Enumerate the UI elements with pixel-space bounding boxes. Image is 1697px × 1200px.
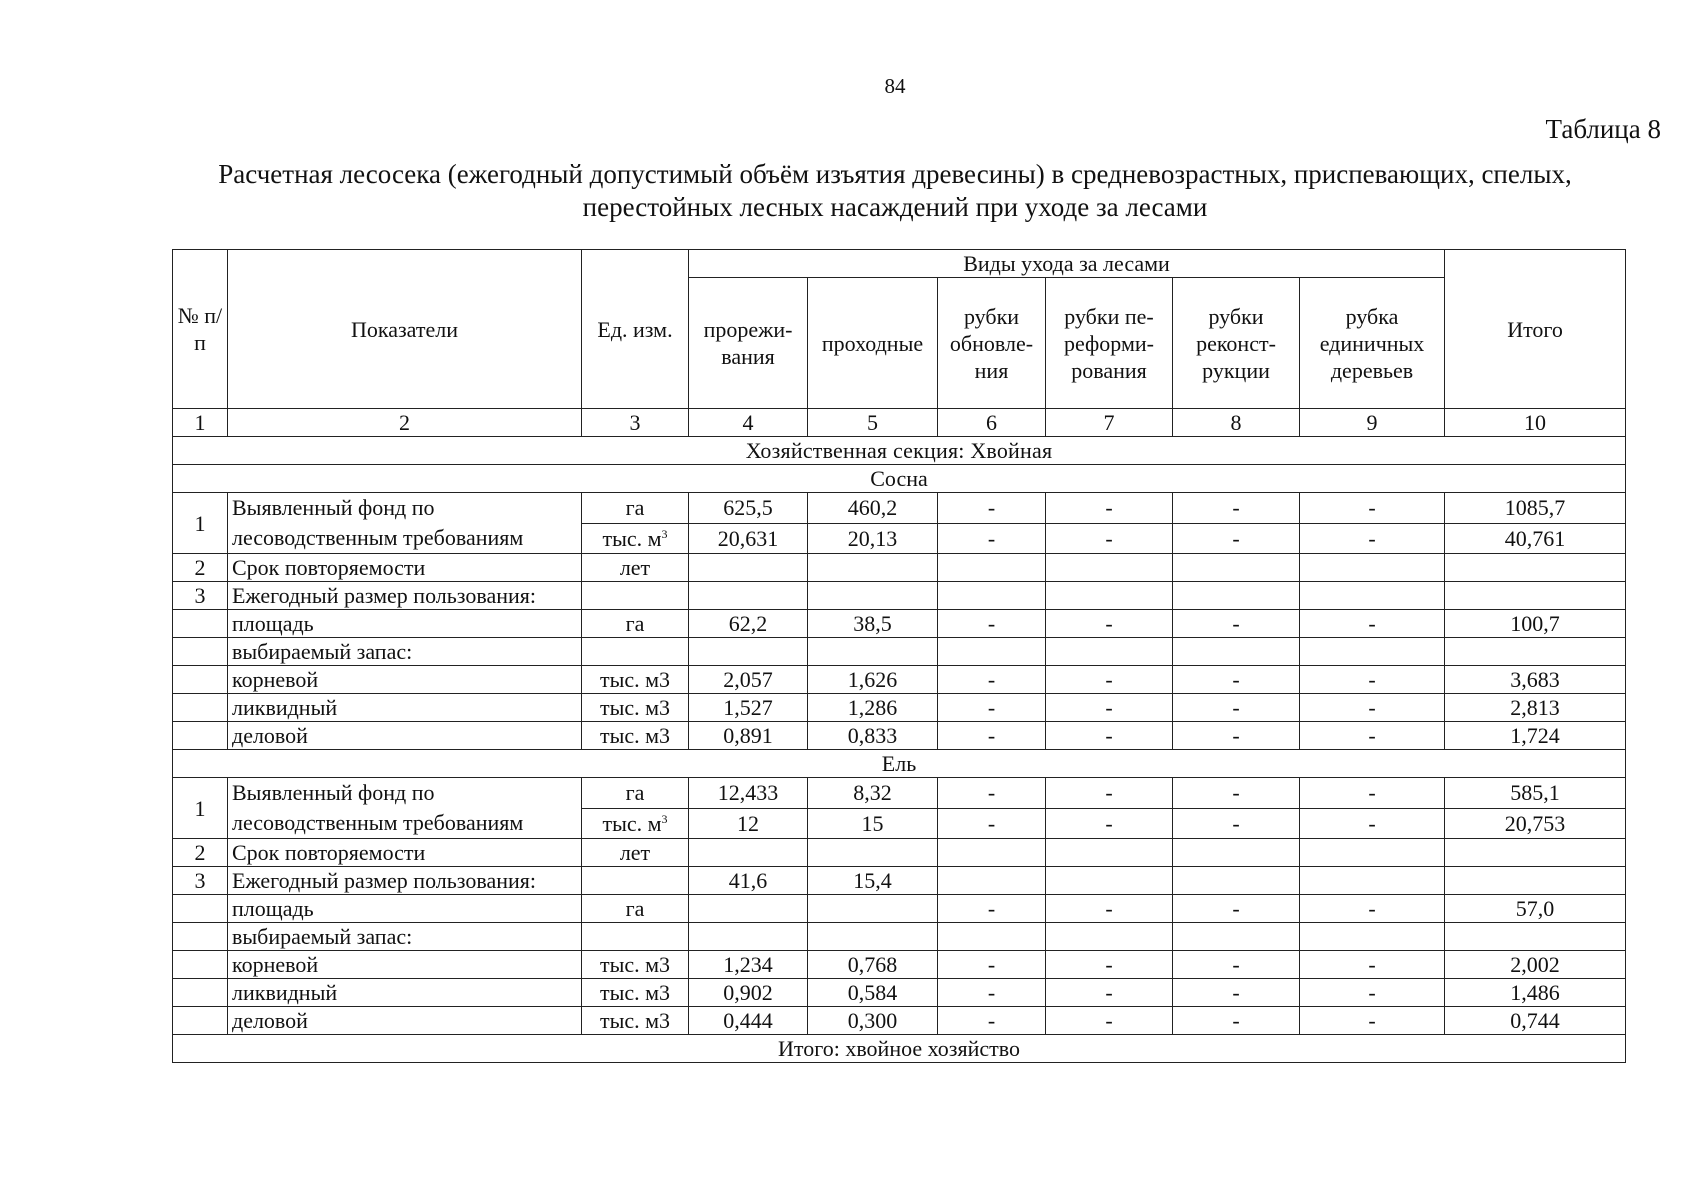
indicator-stock: выбираемый запас: [228, 923, 582, 951]
dash-cell: - [1300, 979, 1445, 1007]
dash-cell: - [1300, 778, 1445, 809]
dash-cell: - [938, 694, 1046, 722]
value-cell: 0,891 [689, 722, 808, 750]
table-row [173, 638, 1626, 666]
value-cell: 1,286 [808, 694, 938, 722]
dash-cell: - [1300, 694, 1445, 722]
col-number: 6 [938, 409, 1046, 437]
section-row [173, 437, 1626, 465]
species-row-pine [173, 465, 1626, 493]
header-reforming: рубки пе-реформи-рования [1046, 278, 1173, 409]
indicator-liquid: ликвидный [228, 694, 582, 722]
table-row [173, 493, 1626, 524]
section-title: Хозяйственная секция: Хвойная [173, 437, 1626, 465]
value-cell: 20,13 [808, 523, 938, 554]
dash-cell: - [1173, 523, 1300, 554]
value-cell: 1,234 [689, 951, 808, 979]
table-row [173, 1007, 1626, 1035]
dash-cell: - [1173, 1007, 1300, 1035]
dash-cell: - [1173, 610, 1300, 638]
row-num: 3 [173, 867, 228, 895]
dash-cell: - [1300, 493, 1445, 524]
indicator-fund: Выявленный фонд по лесоводственным требованиям [228, 778, 582, 839]
indicator-business: деловой [228, 722, 582, 750]
header-row-1 [173, 250, 1626, 278]
unit-cell: га [582, 493, 689, 524]
dash-cell: - [1173, 808, 1300, 839]
header-indicators: Показатели [228, 250, 582, 409]
value-cell: 460,2 [808, 493, 938, 524]
dash-cell: - [1300, 951, 1445, 979]
dash-cell: - [1173, 493, 1300, 524]
value-cell: 20,631 [689, 523, 808, 554]
dash-cell: - [1300, 895, 1445, 923]
table-row [173, 979, 1626, 1007]
table-row [173, 951, 1626, 979]
footer-total: Итого: хвойное хозяйство [173, 1035, 1626, 1063]
value-cell: 38,5 [808, 610, 938, 638]
col-number: 1 [173, 409, 228, 437]
dash-cell: - [938, 808, 1046, 839]
value-cell: 0,300 [808, 1007, 938, 1035]
col-number: 3 [582, 409, 689, 437]
footer-row [173, 1035, 1626, 1063]
felling-table [172, 249, 1626, 1063]
dash-cell: - [938, 666, 1046, 694]
row-num: 2 [173, 554, 228, 582]
row-num: 3 [173, 582, 228, 610]
total-cell: 1085,7 [1445, 493, 1626, 524]
indicator-period: Срок повторяемости [228, 554, 582, 582]
unit-cell: лет [582, 839, 689, 867]
dash-cell: - [1046, 895, 1173, 923]
indicator-fund: Выявленный фонд по лесоводственным требованиям [228, 493, 582, 554]
col-number: 7 [1046, 409, 1173, 437]
dash-cell: - [1173, 694, 1300, 722]
dash-cell: - [1173, 722, 1300, 750]
table-row [173, 722, 1626, 750]
indicator-root: корневой [228, 666, 582, 694]
dash-cell: - [1173, 895, 1300, 923]
value-cell: 8,32 [808, 778, 938, 809]
header-care-types: Виды ухода за лесами [689, 250, 1445, 278]
dash-cell: - [1300, 722, 1445, 750]
dash-cell: - [938, 951, 1046, 979]
species-row-spruce [173, 750, 1626, 778]
dash-cell: - [938, 979, 1046, 1007]
unit-cell: тыс. м3 [582, 722, 689, 750]
row-num: 1 [173, 778, 228, 839]
unit-cell [582, 808, 689, 839]
dash-cell: - [1046, 808, 1173, 839]
header-renewal: рубки обновле-ния [938, 278, 1046, 409]
indicator-root: корневой [228, 951, 582, 979]
unit-cell: лет [582, 554, 689, 582]
table-row [173, 839, 1626, 867]
col-number: 10 [1445, 409, 1626, 437]
indicator-annual: Ежегодный размер пользования: [228, 867, 582, 895]
total-cell: 1,724 [1445, 722, 1626, 750]
unit-cell: тыс. м3 [582, 979, 689, 1007]
dash-cell: - [1046, 666, 1173, 694]
table-row [173, 923, 1626, 951]
total-cell: 2,813 [1445, 694, 1626, 722]
indicator-area: площадь [228, 895, 582, 923]
table-title: Расчетная лесосека (ежегодный допустимый объём изъятия древесины) в средневозрастных, приспевающих, спелых, перестойных лесных насаждений при уходе за лесами [218, 159, 1572, 222]
dash-cell: - [1300, 523, 1445, 554]
indicator-business: деловой [228, 1007, 582, 1035]
value-cell: 1,527 [689, 694, 808, 722]
total-cell: 3,683 [1445, 666, 1626, 694]
dash-cell: - [938, 523, 1046, 554]
dash-cell: - [1046, 694, 1173, 722]
value-cell: 0,902 [689, 979, 808, 1007]
value-cell: 12,433 [689, 778, 808, 809]
row-num: 2 [173, 839, 228, 867]
col-number: 2 [228, 409, 582, 437]
col-number: 4 [689, 409, 808, 437]
dash-cell: - [1173, 951, 1300, 979]
total-cell: 585,1 [1445, 778, 1626, 809]
total-cell: 0,744 [1445, 1007, 1626, 1035]
row-num: 1 [173, 493, 228, 554]
unit-text: тыс. м [602, 525, 662, 551]
header-single-trees: рубка единичных деревьев [1300, 278, 1445, 409]
value-cell: 0,444 [689, 1007, 808, 1035]
table-row [173, 582, 1626, 610]
page-number: 84 [884, 74, 906, 98]
dash-cell: - [1046, 778, 1173, 809]
unit-superscript: 3 [661, 526, 668, 541]
total-cell: 1,486 [1445, 979, 1626, 1007]
value-cell: 15,4 [808, 867, 938, 895]
value-cell: 0,584 [808, 979, 938, 1007]
table-row [173, 554, 1626, 582]
value-cell: 62,2 [689, 610, 808, 638]
table-row [173, 694, 1626, 722]
value-cell: 12 [689, 808, 808, 839]
table-row [173, 610, 1626, 638]
unit-cell: тыс. м3 [582, 694, 689, 722]
col-number: 5 [808, 409, 938, 437]
total-cell: 20,753 [1445, 808, 1626, 839]
species-pine: Сосна [173, 465, 1626, 493]
dash-cell: - [938, 610, 1046, 638]
value-cell: 0,833 [808, 722, 938, 750]
unit-cell: тыс. м3 [582, 1007, 689, 1035]
indicator-area: площадь [228, 610, 582, 638]
total-cell: 100,7 [1445, 610, 1626, 638]
unit-cell: га [582, 610, 689, 638]
unit-cell: тыс. м3 [582, 666, 689, 694]
indicator-annual: Ежегодный размер пользования: [228, 582, 582, 610]
value-cell: 625,5 [689, 493, 808, 524]
dash-cell: - [1046, 722, 1173, 750]
value-cell: 2,057 [689, 666, 808, 694]
table-row [173, 867, 1626, 895]
dash-cell: - [1300, 808, 1445, 839]
unit-cell [582, 523, 689, 554]
dash-cell: - [1300, 666, 1445, 694]
dash-cell: - [1300, 1007, 1445, 1035]
dash-cell: - [1046, 523, 1173, 554]
value-cell: 41,6 [689, 867, 808, 895]
unit-cell: тыс. м3 [582, 951, 689, 979]
species-spruce: Ель [173, 750, 1626, 778]
total-cell: 40,761 [1445, 523, 1626, 554]
unit-superscript: 3 [661, 811, 668, 826]
total-cell: 2,002 [1445, 951, 1626, 979]
table-row [173, 895, 1626, 923]
col-number: 9 [1300, 409, 1445, 437]
dash-cell: - [1046, 493, 1173, 524]
header-thinning: прорежи-вания [689, 278, 808, 409]
table-label: Таблица 8 [1545, 114, 1661, 144]
dash-cell: - [1046, 610, 1173, 638]
dash-cell: - [1173, 979, 1300, 1007]
dash-cell: - [1046, 951, 1173, 979]
dash-cell: - [938, 722, 1046, 750]
indicator-period: Срок повторяемости [228, 839, 582, 867]
indicator-liquid: ликвидный [228, 979, 582, 1007]
col-number: 8 [1173, 409, 1300, 437]
header-passing: проходные [808, 278, 938, 409]
column-number-row [173, 409, 1626, 437]
dash-cell: - [938, 895, 1046, 923]
header-reconstruction: рубки реконст-рукции [1173, 278, 1300, 409]
dash-cell: - [1300, 610, 1445, 638]
table-row [173, 666, 1626, 694]
unit-cell: га [582, 778, 689, 809]
dash-cell: - [1046, 1007, 1173, 1035]
total-cell: 57,0 [1445, 895, 1626, 923]
value-cell: 0,768 [808, 951, 938, 979]
dash-cell: - [938, 1007, 1046, 1035]
dash-cell: - [938, 493, 1046, 524]
dash-cell: - [1046, 979, 1173, 1007]
table-row [173, 778, 1626, 809]
unit-cell: га [582, 895, 689, 923]
value-cell: 15 [808, 808, 938, 839]
indicator-stock: выбираемый запас: [228, 638, 582, 666]
dash-cell: - [1173, 778, 1300, 809]
header-num: № п/п [173, 250, 228, 409]
dash-cell: - [938, 778, 1046, 809]
header-unit: Ед. изм. [582, 250, 689, 409]
unit-text: тыс. м [602, 810, 662, 836]
value-cell: 1,626 [808, 666, 938, 694]
dash-cell: - [1173, 666, 1300, 694]
header-total: Итого [1445, 250, 1626, 409]
